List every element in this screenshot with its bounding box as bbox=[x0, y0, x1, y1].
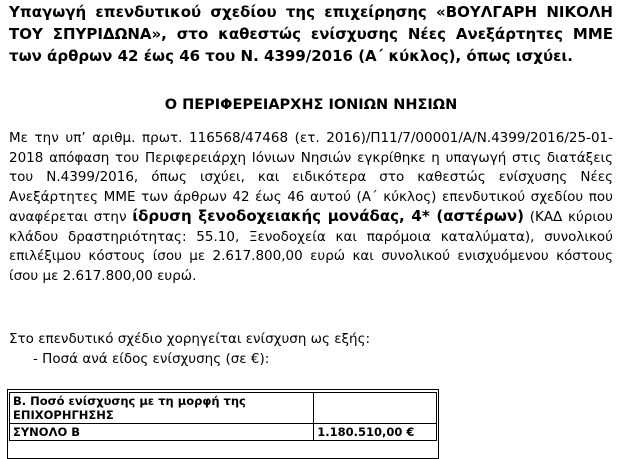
document-page bbox=[9, 0, 613, 439]
document-title: Υπαγωγή επενδυτικού σχεδίου της επιχείρησης «ΒΟΥΛΓΑΡΗ ΝΙΚΟΛΗ ΤΟΥ ΣΠΥΡΙΔΩΝΑ», στο καθεστώς ενίσχυσης Νέες Ανεξάρτητες ΜΜΕ των άρθρων 42 έως 46 του Ν. 4399/2016 (Α΄ κύκλος), όπως ισχύει. bbox=[9, 3, 613, 65]
grant-type-label: Β. Ποσό ενίσχυσης με τη μορφή της ΕΠΙΧΟΡΗΓΗΣΗΣ bbox=[10, 393, 314, 424]
total-label: ΣΥΝΟΛΟ Β bbox=[10, 424, 314, 441]
grant-table bbox=[9, 392, 437, 441]
decision-paragraph bbox=[9, 129, 613, 286]
table-row bbox=[10, 424, 437, 441]
decision-text-part1: Με την υπ’ αριθμ. πρωτ. 116568/47468 (ετ. 2016)/Π11/7/00001/Α/Ν.4399/2016/25-01-2018 απόφαση του Περιφερειάρχη Ιόνιων Νησιών εγκρίθηκε η υπαγωγή στις διατάξεις του Ν.4399/2016, όπως ισχύει, και ειδικότερα στο καθεστώς ενίσχυσης Νέες Ανεξάρτητες ΜΜΕ των άρθρων 42 έως 46 αυτού (Α΄ κύκλος) επενδυτικού σχεδίου που αναφέρεται στην bbox=[9, 130, 613, 225]
authority-heading: Ο ΠΕΡΙΦΕΡΕΙΑΡΧΗΣ ΙΟΝΙΩΝ ΝΗΣΙΩΝ bbox=[164, 97, 458, 113]
total-value: 1.180.510,00 € bbox=[314, 424, 437, 441]
grant-bullet: - Ποσά ανά είδος ενίσχυσης (σε €): bbox=[33, 351, 270, 367]
table-row bbox=[10, 393, 437, 424]
grant-intro: Στο επενδυτικό σχέδιο χορηγείται ενίσχυση ως εξής: bbox=[9, 331, 371, 347]
decision-text-part2: (ΚΑΔ κύριου κλάδου δραστηριότητας: 55.10, Ξενοδοχεία και παρόμοια καταλύματα), συνολικού επιλέξιμου κόστους ίσου με 2.617.800,00 ευρώ και συνολικού ενισχυόμενου κόστους ίσου με 2.617.800,00 ευρώ. bbox=[9, 209, 613, 284]
grant-type-value bbox=[314, 393, 437, 424]
investment-description: ίδρυση ξενοδοχειακής μονάδας, 4* (αστέρων) bbox=[132, 207, 524, 225]
